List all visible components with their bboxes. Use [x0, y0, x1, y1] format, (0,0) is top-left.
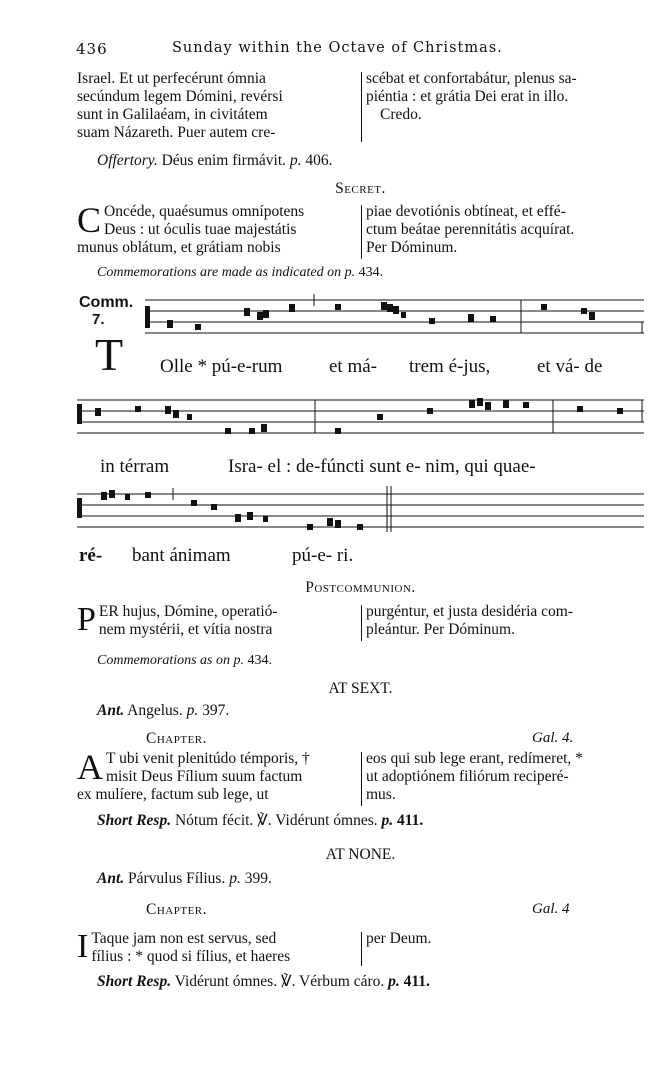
lyric: trem é-jus, — [409, 356, 491, 377]
commemorations-text: Commemorations are made as indicated on — [97, 265, 342, 280]
short-resp-text: Vidérunt ómnes. ℣. Vérbum cáro. — [174, 973, 385, 990]
none-chapter-reference: Gal. 4 — [532, 901, 570, 917]
offertory-label: Offertory. — [97, 152, 158, 169]
postcommunion-right-column — [366, 603, 644, 639]
none-chapter-heading: Chapter. — [146, 901, 207, 918]
text-line: Per Dóminum. — [366, 239, 458, 256]
text-line: Israel. Et ut perfecérunt ómnia — [77, 70, 266, 87]
sext-heading: AT SEXT. — [328, 680, 393, 697]
none-right-column — [366, 930, 644, 948]
lyric: ré- — [79, 545, 103, 566]
column-divider — [361, 205, 362, 259]
text-line: fílius : * quod si fílius, et haeres — [91, 948, 291, 965]
sext-right-column — [366, 750, 644, 804]
sext-chapter-heading: Chapter. — [146, 730, 207, 747]
lyric: et vá- de — [537, 356, 603, 377]
staff-2 — [77, 392, 644, 442]
short-resp-p: p. — [388, 973, 400, 990]
secret-initial: C — [77, 200, 102, 240]
none-initial: I — [77, 928, 89, 965]
postcommunion-heading: Postcommunion. — [305, 579, 416, 596]
text-line: munus oblátum, et grátiam nobis — [77, 239, 281, 256]
postcommunion-commemorations — [97, 652, 663, 670]
none-left-column — [77, 930, 357, 966]
column-divider — [361, 752, 362, 806]
staff-1 — [77, 292, 644, 346]
text-line: ex mulíere, factum sub lege, ut — [77, 786, 269, 803]
text-line: per Deum. — [366, 930, 432, 947]
short-resp-label: Short Resp. — [97, 812, 172, 829]
commemorations-page: 434. — [247, 653, 273, 668]
text-line: T ubi venit plenitúdo témporis, † — [106, 750, 310, 767]
column-divider — [361, 605, 362, 641]
staff-3 — [77, 482, 644, 534]
ant-page: 397. — [202, 702, 230, 719]
ant-label: Ant. — [97, 702, 125, 719]
text-line: piae devotiónis obtíneat, et effé- — [366, 203, 566, 220]
none-heading: AT NONE. — [325, 846, 396, 863]
offertory-line — [97, 152, 663, 170]
commemorations-text: Commemorations as on — [97, 653, 231, 668]
secret-right-column — [366, 203, 644, 257]
text-line: ER hujus, Dómine, operatió- — [98, 603, 278, 620]
text-line: purgéntur, et justa desidéria com- — [366, 603, 573, 620]
column-divider — [361, 72, 362, 142]
sext-short-responsory — [97, 812, 663, 830]
secret-commemorations — [97, 264, 663, 282]
text-line: ctum beátae perennitátis acquírat. — [366, 221, 575, 238]
commemorations-p: p. — [233, 653, 245, 668]
chant-label: Comm. — [79, 294, 134, 311]
ant-page: 399. — [244, 870, 272, 887]
short-resp-page: 411. — [403, 973, 430, 990]
offertory-p: p. — [289, 152, 302, 169]
text-line: mus. — [366, 786, 396, 803]
offertory-page: 406. — [305, 152, 333, 169]
text-line: ut adoptiónem filiórum reciperé- — [366, 768, 569, 785]
lyric: bant ánimam — [132, 545, 231, 566]
chant-initial: T — [95, 329, 124, 380]
lyric: Isra- el : de-fúncti sunt e- nim, qui quae- — [228, 456, 536, 477]
offertory-text: Déus enim firmávit. — [161, 152, 286, 169]
sext-left-column — [77, 747, 357, 804]
commemorations-p: p. — [344, 265, 356, 280]
short-resp-text: Nótum fécit. ℣. Vidérunt ómnes. — [174, 812, 378, 829]
column-divider — [361, 932, 362, 966]
credo-text: Credo. — [380, 106, 422, 123]
lyric: pú-e- ri. — [292, 545, 354, 566]
gospel-right-column — [366, 70, 644, 124]
commemorations-page: 434. — [358, 265, 384, 280]
sext-antiphon — [97, 702, 663, 720]
postcommunion-initial: P — [77, 601, 96, 638]
text-line: sunt in Galilaéam, in civitátem — [77, 106, 268, 123]
text-line: misit Deus Fílium suum factum — [106, 768, 303, 785]
text-line: secúndum legem Dómini, revérsi — [77, 88, 283, 105]
text-line: eos qui sub lege erant, redímeret, * — [366, 750, 583, 767]
ant-label: Ant. — [97, 870, 125, 887]
sext-chapter-reference: Gal. 4. — [532, 730, 574, 746]
ant-text: Angelus. — [127, 702, 183, 719]
secret-left-column — [77, 200, 357, 257]
gospel-left-column — [77, 70, 357, 142]
short-resp-page: 411. — [397, 812, 424, 829]
text-line: suam Názareth. Puer autem cre- — [77, 124, 276, 141]
text-line: Oncéde, quaésumus omnípotens — [104, 203, 305, 220]
chant-mode: 7. — [92, 311, 105, 328]
postcommunion-left-column — [77, 603, 357, 639]
lyric: et má- — [329, 356, 378, 377]
text-line: Taque jam non est servus, sed — [91, 930, 277, 947]
ant-text: Párvulus Fílius. — [128, 870, 226, 887]
secret-heading: Secret. — [335, 180, 386, 197]
text-line: piéntia : et grátia Dei erat in illo. — [366, 88, 569, 105]
short-resp-label: Short Resp. — [97, 973, 172, 990]
sext-initial: A — [77, 747, 103, 787]
running-title: Sunday within the Octave of Christmas. — [172, 40, 503, 56]
none-antiphon — [97, 870, 663, 888]
text-line: pleántur. Per Dóminum. — [366, 621, 515, 638]
short-resp-p: p. — [381, 812, 394, 829]
text-line: scébat et confortabátur, plenus sa- — [366, 70, 577, 87]
text-line: nem mystérii, et vítia nostra — [98, 621, 273, 638]
text-line: Deus : ut óculis tuae majestátis — [104, 221, 297, 238]
page-number: 436 — [76, 40, 108, 58]
none-short-responsory — [97, 973, 663, 991]
ant-p: p. — [186, 702, 199, 719]
lyric: in térram — [100, 456, 170, 477]
ant-p: p. — [229, 870, 241, 887]
lyric: Olle * pú-e-rum — [160, 356, 283, 377]
